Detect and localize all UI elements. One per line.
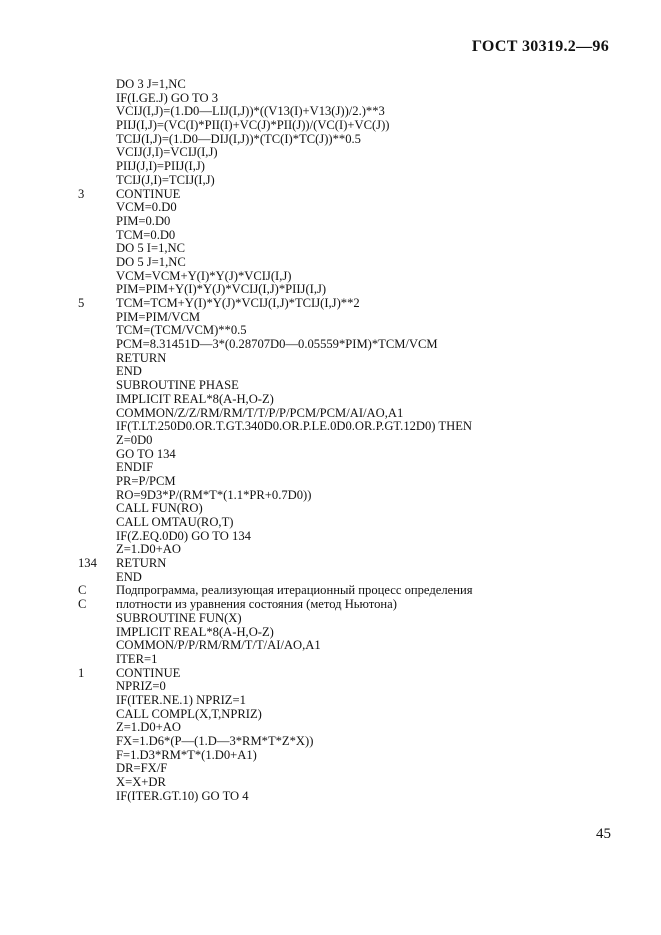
statement-label xyxy=(78,174,116,188)
code-line xyxy=(78,543,638,557)
code-text: VCIJ(J,I)=VCIJ(I,J) xyxy=(116,145,218,160)
statement-label xyxy=(78,133,116,147)
code-line xyxy=(78,776,638,790)
code-text: Подпрограмма, реализующая итерационный процесс определения xyxy=(116,583,473,598)
code-line xyxy=(78,201,638,215)
code-text: PIM=PIM/VCM xyxy=(116,309,201,324)
statement-label xyxy=(78,680,116,694)
statement-label xyxy=(78,365,116,379)
code-line xyxy=(78,215,638,229)
code-line xyxy=(78,653,638,667)
code-line xyxy=(78,119,638,133)
code-text: RETURN xyxy=(116,350,167,365)
statement-label xyxy=(78,256,116,270)
statement-label xyxy=(78,639,116,653)
code-line xyxy=(78,407,638,421)
code-text: COMMON/P/P/RM/RM/T/T/AI/AO,A1 xyxy=(116,638,321,653)
statement-label xyxy=(78,543,116,557)
code-line xyxy=(78,639,638,653)
statement-label: 5 xyxy=(78,296,85,310)
code-line xyxy=(78,571,638,585)
statement-label xyxy=(78,201,116,215)
code-line xyxy=(78,311,638,325)
code-line xyxy=(78,461,638,475)
statement-label xyxy=(78,516,116,530)
statement-label xyxy=(78,379,116,393)
code-text: TCIJ(I,J)=(1.D0—DIJ(I,J))*(TC(I)*TC(J))**0.5 xyxy=(116,131,361,146)
statement-label xyxy=(78,749,116,763)
code-text: END xyxy=(116,569,142,584)
statement-label xyxy=(78,229,116,243)
code-line xyxy=(78,324,638,338)
statement-label xyxy=(78,626,116,640)
statement-label xyxy=(78,530,116,544)
code-text: COMMON/Z/Z/RM/RM/T/T/P/P/PCM/PCM/AI/AO,A1 xyxy=(116,405,404,420)
code-line xyxy=(78,762,638,776)
statement-label xyxy=(78,708,116,722)
code-text: PIM=PIM+Y(I)*Y(J)*VCIJ(I,J)*PIIJ(I,J) xyxy=(116,282,327,297)
document-header: ГОСТ 30319.2—96 xyxy=(471,38,609,55)
code-text: RO=9D3*P/(RM*T*(1.1*PR+0.7D0)) xyxy=(116,487,312,502)
code-line xyxy=(78,78,638,92)
statement-label: C xyxy=(78,597,87,612)
statement-label xyxy=(78,92,116,106)
statement-label xyxy=(78,338,116,352)
code-text: X=X+DR xyxy=(116,775,166,790)
statement-label xyxy=(78,653,116,667)
statement-label xyxy=(78,242,116,256)
code-text: VCIJ(I,J)=(1.D0—LIJ(I,J))*((V13(I)+V13(J))/2.)**3 xyxy=(116,104,385,119)
code-text: END xyxy=(116,364,142,379)
code-text: TCM=(TCM/VCM)**0.5 xyxy=(116,323,247,338)
statement-label xyxy=(78,489,116,503)
code-line xyxy=(78,434,638,448)
code-line xyxy=(78,242,638,256)
code-line xyxy=(78,270,638,284)
code-line xyxy=(78,694,638,708)
code-text: ENDIF xyxy=(116,460,154,475)
statement-label xyxy=(78,146,116,160)
statement-label xyxy=(78,407,116,421)
code-text: RETURN xyxy=(116,556,167,571)
code-text: FX=1.D6*(P—(1.D—3*RM*T*Z*X)) xyxy=(116,734,314,748)
code-text: Z=1.D0+AO xyxy=(116,542,181,557)
code-text: DO 5 J=1,NC xyxy=(116,254,186,269)
statement-label xyxy=(78,790,116,804)
code-text: PIIJ(I,J)=(VC(I)*PII(I)+VC(J)*PII(J))/(VC(I)+VC(J)) xyxy=(116,118,390,133)
code-line xyxy=(78,229,638,243)
code-text: IF(ITER.NE.1) NPRIZ=1 xyxy=(116,692,246,707)
code-text: Z=0D0 xyxy=(116,432,153,447)
code-line xyxy=(78,598,638,612)
statement-label xyxy=(78,434,116,448)
code-line xyxy=(78,188,638,202)
statement-label xyxy=(78,215,116,229)
code-text: IMPLICIT REAL*8(A-H,O-Z) xyxy=(116,391,274,406)
code-text: NPRIZ=0 xyxy=(116,679,166,694)
code-text: Z=1.D0+AO xyxy=(116,720,181,735)
code-line xyxy=(78,105,638,119)
code-text: TCM=0.D0 xyxy=(116,227,176,242)
code-text: CONTINUE xyxy=(116,665,181,680)
code-text: TCIJ(J,I)=TCIJ(I,J) xyxy=(116,172,215,187)
code-line xyxy=(78,680,638,694)
code-line xyxy=(78,516,638,530)
code-text: SUBROUTINE FUN(X) xyxy=(116,610,242,625)
statement-label xyxy=(78,694,116,708)
code-text: IMPLICIT REAL*8(A-H,O-Z) xyxy=(116,624,274,639)
code-listing xyxy=(78,78,638,803)
code-line xyxy=(78,365,638,379)
code-text: SUBROUTINE PHASE xyxy=(116,378,239,393)
code-line xyxy=(78,174,638,188)
statement-label xyxy=(78,119,116,133)
code-text: CALL COMPL(X,T,NPRIZ) xyxy=(116,706,262,721)
statement-label: 1 xyxy=(78,665,85,680)
code-line xyxy=(78,626,638,640)
statement-label: 134 xyxy=(78,556,97,571)
code-line xyxy=(78,584,638,598)
statement-label xyxy=(78,502,116,516)
statement-label xyxy=(78,283,116,297)
code-text: PIIJ(J,I)=PIIJ(I,J) xyxy=(116,159,205,174)
code-text: IF(ITER.GT.10) GO TO 4 xyxy=(116,788,249,803)
code-text: плотности из уравнения состояния (метод Ньютона) xyxy=(116,597,397,612)
code-text: PCM=8.31451D—3*(0.28707D0—0.05559*PIM)*TCM/VCM xyxy=(116,337,438,352)
code-text: IF(T.LT.250D0.OR.T.GT.340D0.OR.P.LE.0D0.OR.P.GT.12D0) THEN xyxy=(116,419,472,434)
statement-label xyxy=(78,160,116,174)
code-line xyxy=(78,352,638,366)
statement-label xyxy=(78,612,116,626)
page-number: 45 xyxy=(596,826,611,842)
code-line xyxy=(78,557,638,571)
statement-label xyxy=(78,762,116,776)
code-text: VCM=VCM+Y(I)*Y(J)*VCIJ(I,J) xyxy=(116,268,292,283)
code-text: PIM=0.D0 xyxy=(116,213,171,228)
code-line xyxy=(78,283,638,297)
code-line xyxy=(78,489,638,503)
statement-label: C xyxy=(78,583,87,598)
code-line xyxy=(78,667,638,681)
statement-label xyxy=(78,448,116,462)
code-line xyxy=(78,530,638,544)
statement-label: 3 xyxy=(78,186,85,201)
statement-label xyxy=(78,420,116,434)
code-text: DO 5 I=1,NC xyxy=(116,241,186,256)
code-line xyxy=(78,160,638,174)
code-text: IF(Z.EQ.0D0) GO TO 134 xyxy=(116,528,251,543)
code-text: ITER=1 xyxy=(116,651,158,666)
code-text: PR=P/PCM xyxy=(116,473,176,488)
statement-label xyxy=(78,475,116,489)
code-line xyxy=(78,448,638,462)
code-line xyxy=(78,256,638,270)
statement-label xyxy=(78,461,116,475)
code-text: DR=FX/F xyxy=(116,761,168,776)
code-text: VCM=0.D0 xyxy=(116,200,177,215)
statement-label xyxy=(78,324,116,338)
code-line xyxy=(78,502,638,516)
code-line xyxy=(78,420,638,434)
statement-label xyxy=(78,571,116,585)
code-line xyxy=(78,475,638,489)
code-line xyxy=(78,393,638,407)
statement-label xyxy=(78,311,116,325)
code-line xyxy=(78,297,638,311)
code-line xyxy=(78,133,638,147)
code-line xyxy=(78,721,638,735)
code-text: TCM=TCM+Y(I)*Y(J)*VCIJ(I,J)*TCIJ(I,J)**2 xyxy=(116,296,360,310)
statement-label xyxy=(78,270,116,284)
code-line xyxy=(78,612,638,626)
code-line xyxy=(78,708,638,722)
code-text: F=1.D3*RM*T*(1.D0+A1) xyxy=(116,747,257,762)
code-text: CONTINUE xyxy=(116,186,181,201)
code-text: CALL FUN(RO) xyxy=(116,501,203,516)
code-line xyxy=(78,146,638,160)
code-text: DO 3 J=1,NC xyxy=(116,77,186,91)
code-line xyxy=(78,379,638,393)
statement-label xyxy=(78,721,116,735)
code-line xyxy=(78,92,638,106)
statement-label xyxy=(78,105,116,119)
code-text: GO TO 134 xyxy=(116,446,176,461)
statement-label xyxy=(78,78,116,92)
code-text: CALL OMTAU(RO,T) xyxy=(116,515,234,529)
statement-label xyxy=(78,352,116,366)
code-line xyxy=(78,338,638,352)
code-line xyxy=(78,790,638,804)
code-line xyxy=(78,749,638,763)
statement-label xyxy=(78,735,116,749)
code-line xyxy=(78,735,638,749)
statement-label xyxy=(78,776,116,790)
code-text: IF(I.GE.J) GO TO 3 xyxy=(116,90,219,105)
statement-label xyxy=(78,393,116,407)
